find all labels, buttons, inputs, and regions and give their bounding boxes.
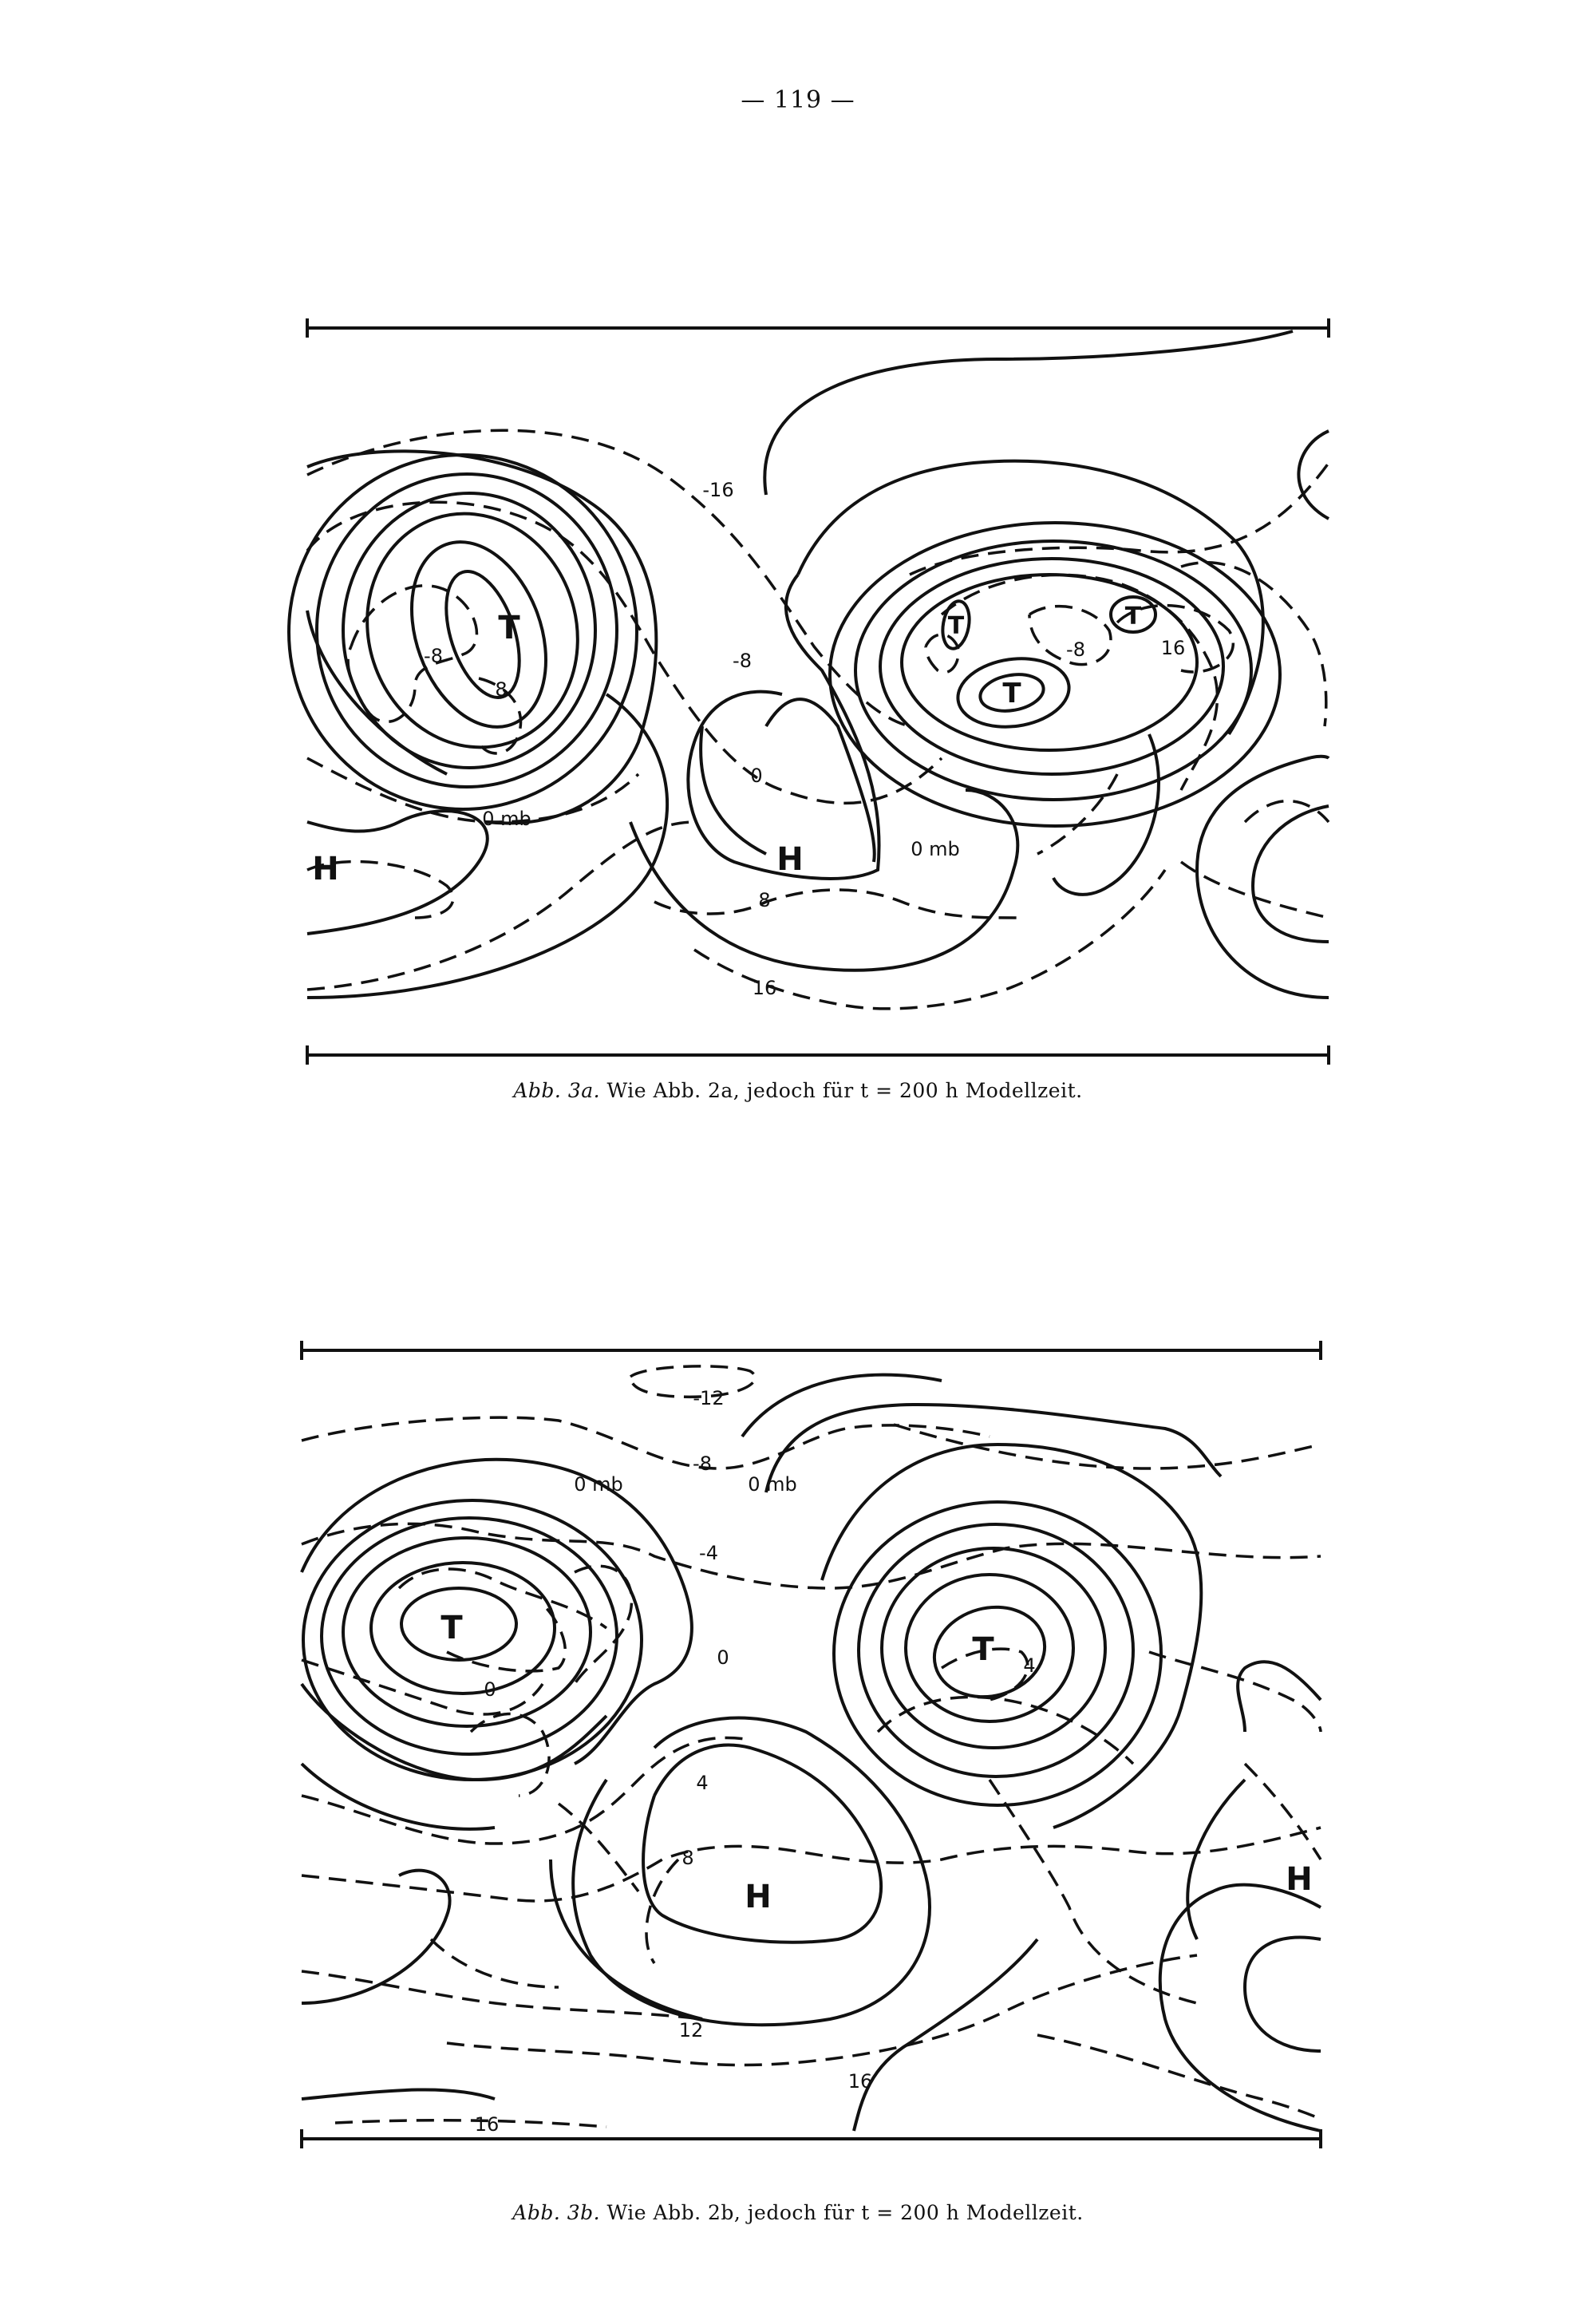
dashed-lines-3b: [302, 1366, 1321, 2127]
fig3a-label-high-left: H: [312, 851, 339, 887]
fig3b-label-low-left: T: [440, 1610, 463, 1646]
fig3a-contour-label: -16: [702, 479, 734, 501]
fig3b-contour-label: -12: [693, 1387, 725, 1409]
fig3a-label-low-left: T: [498, 610, 520, 646]
fig3b-contour-label: -8: [693, 1452, 712, 1475]
fig3a-contour-label: -8: [733, 650, 752, 672]
figure-3b-caption: [0, 2201, 1596, 2224]
solid-isobars-left-low: [302, 1460, 692, 1829]
caption-prefix: Abb. 3a.: [513, 1079, 601, 1102]
fig3b-contour-label: 4: [1023, 1654, 1036, 1677]
fig3b-label-low-right: T: [972, 1631, 994, 1668]
figure-3b: [0, 1333, 1596, 2171]
fig3b-label-high-center: H: [745, 1879, 772, 1915]
page-number: — 119 —: [741, 86, 855, 114]
caption-text: Wie Abb. 2a, jedoch für t = 200 h Modellzeit.: [606, 1079, 1083, 1102]
fig3a-contour-label: 8: [495, 678, 508, 701]
figure-3b-contour-map: [0, 1333, 1596, 2171]
fig3b-contour-label: 0 mb: [748, 1473, 797, 1496]
figure-3a-caption: [0, 1079, 1596, 1102]
dashed-lines-3a: [307, 430, 1329, 1009]
caption-text: Wie Abb. 2b, jedoch für t = 200 h Modellzeit.: [606, 2201, 1084, 2224]
fig3a-label-low-right-1: T: [947, 612, 965, 640]
fig3b-contour-label: 4: [696, 1772, 709, 1794]
fig3a-contour-label: -8: [1066, 638, 1085, 661]
solid-isobars-right-low: [742, 1375, 1221, 1828]
fig3b-contour-label: 0 mb: [574, 1473, 623, 1496]
fig3b-contour-label: 0: [484, 1678, 496, 1701]
fig3b-contour-label: 12: [678, 2019, 704, 2041]
solid-isobars-center-high: [551, 1718, 930, 2026]
fig3b-contour-label: 16: [474, 2113, 500, 2136]
fig3a-contour-label: 8: [758, 889, 771, 911]
caption-prefix: Abb. 3b.: [512, 2201, 601, 2224]
fig3a-label-high-center: H: [776, 841, 804, 878]
solid-isobars-center-high: [688, 575, 879, 879]
fig3b-contour-label: -4: [699, 1542, 718, 1564]
figure-3a: [0, 311, 1596, 1077]
fig3a-contour-label: 16: [1160, 637, 1186, 659]
fig3b-contour-label: 16: [847, 2070, 873, 2093]
fig3a-contour-label: -8: [424, 645, 443, 667]
solid-isobars-left-low: [289, 451, 656, 823]
fig3a-contour-label: 0 mb: [482, 808, 531, 830]
fig3b-contour-label: 0: [717, 1646, 729, 1669]
fig3a-contour-label: 0 mb: [911, 838, 960, 860]
fig3a-label-low-right-3: T: [1124, 603, 1142, 630]
fig3a-label-low-right-2: T: [1002, 678, 1021, 709]
fig3a-contour-label: 16: [752, 977, 777, 999]
figure-3a-contour-map: [0, 311, 1596, 1077]
fig3b-contour-label: 8: [681, 1847, 694, 1869]
fig3b-label-high-right: H: [1286, 1861, 1313, 1898]
fig3a-contour-label: 0: [750, 765, 763, 787]
